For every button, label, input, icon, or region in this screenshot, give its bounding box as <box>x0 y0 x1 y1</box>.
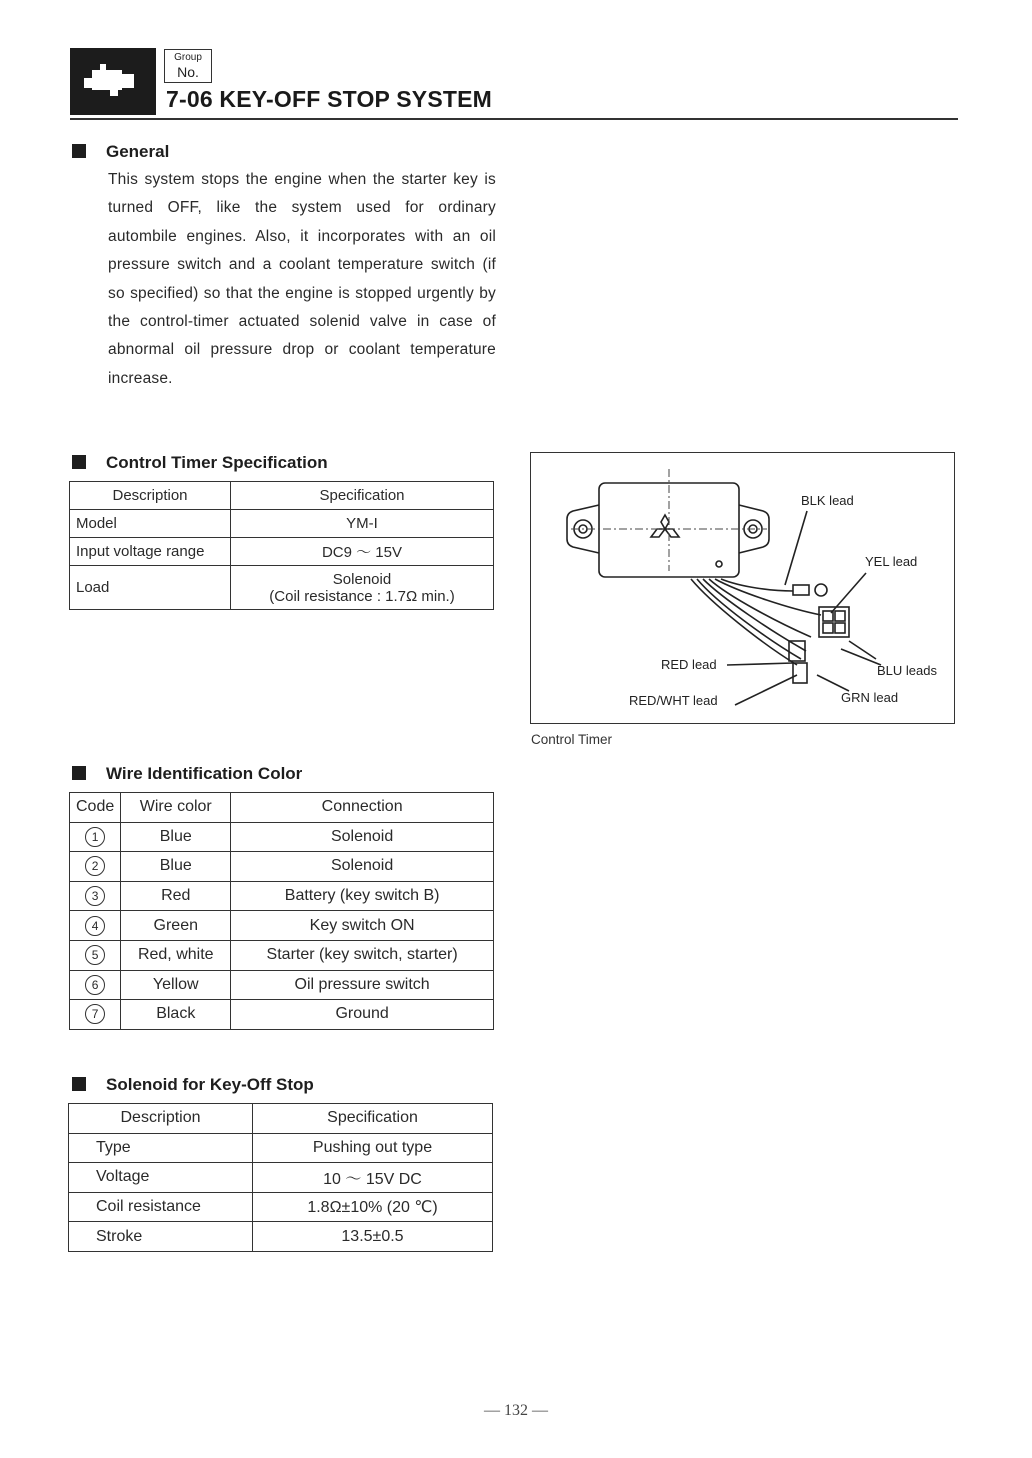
table-header-row <box>70 793 494 823</box>
cell-specification: DC9 ～ 15V <box>231 538 494 566</box>
solenoid-heading-text: Solenoid for Key-Off Stop <box>106 1075 314 1094</box>
cell-code <box>70 881 121 911</box>
column-header: Description <box>69 1104 253 1134</box>
cell-color: Red, white <box>121 940 231 970</box>
code-circle: 3 <box>85 886 105 906</box>
cell-specification: YM-I <box>231 510 494 538</box>
table-row <box>69 1163 493 1193</box>
cell-color: Red <box>121 881 231 911</box>
control-timer-diagram <box>530 452 955 724</box>
cell-description: Type <box>69 1133 253 1163</box>
cell-connection: Key switch ON <box>231 911 494 941</box>
load-spec-line1: Solenoid <box>332 570 392 588</box>
cell-code <box>70 940 121 970</box>
solenoid-heading <box>72 1075 314 1095</box>
group-number-box <box>164 49 212 83</box>
column-header: Wire color <box>121 793 231 823</box>
table-row <box>69 1133 493 1163</box>
page-title: 7-06 KEY-OFF STOP SYSTEM <box>166 86 493 112</box>
cell-color: Green <box>121 911 231 941</box>
table-row <box>70 538 494 566</box>
code-circle: 6 <box>85 975 105 995</box>
cell-code <box>70 852 121 882</box>
column-header: Specification <box>231 482 494 510</box>
cell-code <box>70 911 121 941</box>
code-circle: 2 <box>85 856 105 876</box>
bullet-icon <box>72 144 86 158</box>
red-lead-label: RED lead <box>661 657 717 672</box>
table-row <box>69 1222 493 1252</box>
control-timer-heading-text: Control Timer Specification <box>106 453 328 472</box>
cell-specification: 1.8Ω±10% (20 ℃) <box>253 1192 493 1222</box>
table-row <box>70 852 494 882</box>
cell-connection: Starter (key switch, starter) <box>231 940 494 970</box>
cell-connection: Solenoid <box>231 822 494 852</box>
table-row <box>70 566 494 610</box>
column-header: Code <box>70 793 121 823</box>
header-divider <box>70 118 958 120</box>
cell-description: Input voltage range <box>70 538 231 566</box>
grn-lead-label: GRN lead <box>841 690 899 705</box>
general-paragraph: This system stops the engine when the starter key is turned OFF, like the system used for ordinary autombile engines. Also, it incorporates with an oil pressure switch and a coolant temperature switch (if so specified) so that the engine is stopped urgently by the control-timer actuated solenid valve in case of abnormal oil pressure drop or coolant temperature increase. <box>108 171 496 387</box>
column-header: Connection <box>231 793 494 823</box>
table-row <box>70 911 494 941</box>
cell-connection: Battery (key switch B) <box>231 881 494 911</box>
control-timer-heading <box>72 453 328 473</box>
cell-description: Load <box>70 566 231 610</box>
column-header: Description <box>70 482 231 510</box>
cell-description: Voltage <box>69 1163 253 1193</box>
bullet-icon <box>72 766 86 780</box>
red-wht-lead-label: RED/WHT lead <box>629 693 718 708</box>
table-header-row <box>70 482 494 510</box>
group-label: Group <box>174 52 202 63</box>
cell-connection: Ground <box>231 1000 494 1030</box>
table-header-row <box>69 1104 493 1134</box>
cell-color: Blue <box>121 852 231 882</box>
solenoid-table <box>68 1103 493 1252</box>
table-row <box>69 1192 493 1222</box>
general-heading-text: General <box>106 142 170 161</box>
page-number: — 132 — <box>484 1402 548 1419</box>
wire-id-table <box>69 792 494 1030</box>
blk-lead-label: BLK lead <box>801 493 854 508</box>
engine-icon <box>70 48 156 115</box>
table-row <box>70 510 494 538</box>
table-row <box>70 1000 494 1030</box>
blu-leads-label: BLU leads <box>877 663 937 678</box>
table-row <box>70 970 494 1000</box>
yel-lead-label: YEL lead <box>865 554 918 569</box>
cell-description: Coil resistance <box>69 1192 253 1222</box>
code-circle: 5 <box>85 945 105 965</box>
general-heading <box>72 142 169 162</box>
cell-description: Stroke <box>69 1222 253 1252</box>
load-spec-line2: (Coil resistance : 1.7Ω min.) <box>269 587 455 605</box>
cell-specification: 10 ～ 15V DC <box>253 1163 493 1193</box>
cell-code <box>70 822 121 852</box>
cell-specification: Pushing out type <box>253 1133 493 1163</box>
control-timer-table <box>69 481 494 610</box>
bullet-icon <box>72 455 86 469</box>
wire-id-heading <box>72 764 302 784</box>
cell-specification: 13.5±0.5 <box>253 1222 493 1252</box>
cell-specification <box>231 566 494 610</box>
code-circle: 7 <box>85 1004 105 1024</box>
bullet-icon <box>72 1077 86 1091</box>
code-circle: 4 <box>85 916 105 936</box>
control-timer-drawing <box>531 453 953 722</box>
cell-color: Black <box>121 1000 231 1030</box>
cell-description: Model <box>70 510 231 538</box>
column-header: Specification <box>253 1104 493 1134</box>
cell-code <box>70 970 121 1000</box>
wire-id-heading-text: Wire Identification Color <box>106 764 303 783</box>
no-label: No. <box>177 64 199 80</box>
table-row <box>70 822 494 852</box>
diagram-caption: Control Timer <box>531 732 613 747</box>
cell-code <box>70 1000 121 1030</box>
table-row <box>70 881 494 911</box>
cell-color: Blue <box>121 822 231 852</box>
cell-connection: Solenoid <box>231 852 494 882</box>
cell-connection: Oil pressure switch <box>231 970 494 1000</box>
cell-color: Yellow <box>121 970 231 1000</box>
code-circle: 1 <box>85 827 105 847</box>
table-row <box>70 940 494 970</box>
